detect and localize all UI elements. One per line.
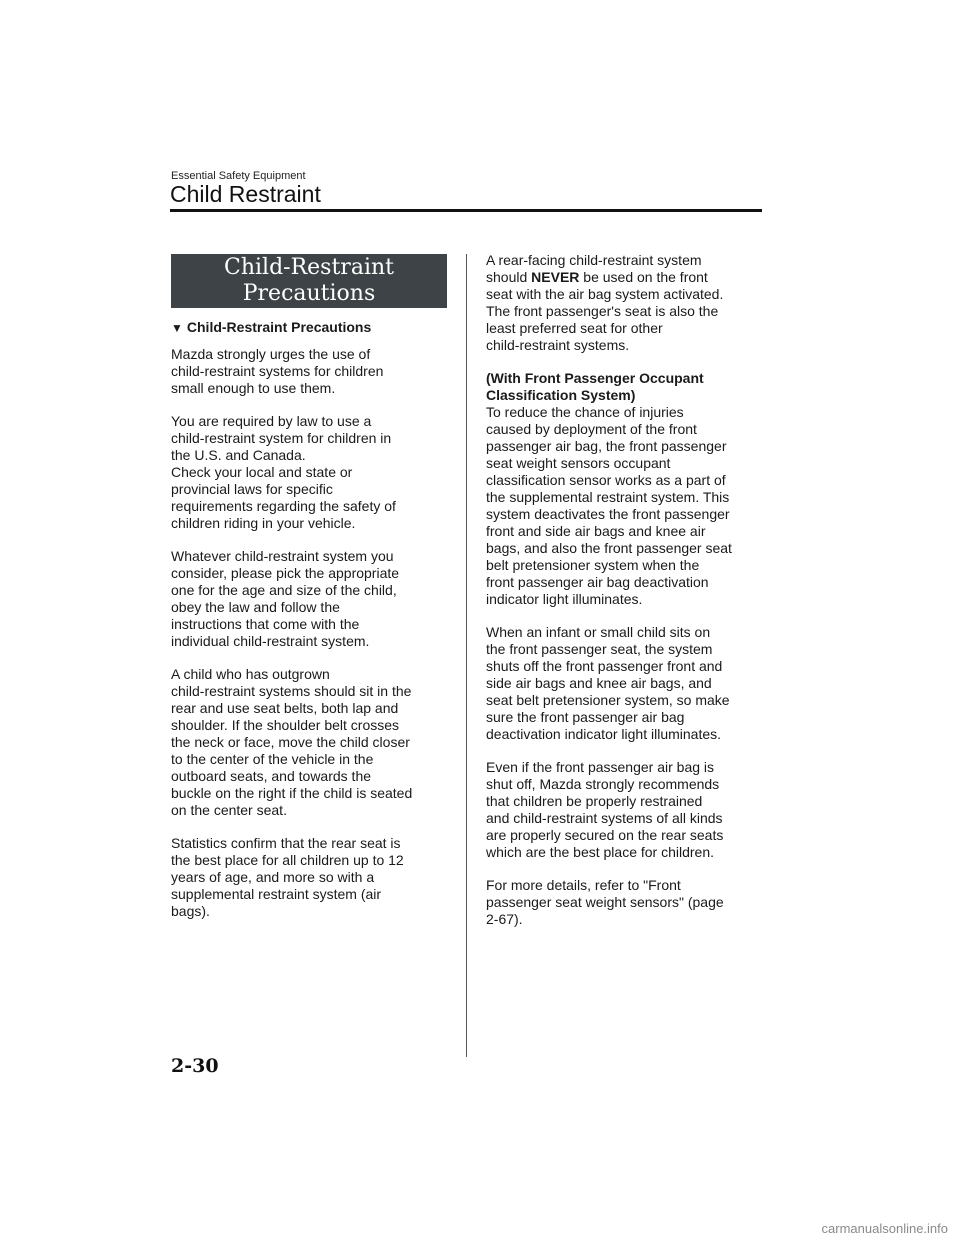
section-title-line-2: Precautions xyxy=(242,281,376,306)
subheading xyxy=(171,318,447,337)
paragraph-pick-appropriate: Whatever child-restraint system you consider, please pick the appropriate one for the age and size of the child, obey the law and follow the instructions that come with the individual child-restraint system. xyxy=(171,548,400,649)
paragraph-outgrown: A child who has outgrown child-restraint systems should sit in the rear and use seat belts, both lap and shoulder. If the shoulder belt crosses the neck or face, move the child closer to the center of the vehicle in the outboard seats, and towards the buckle on the right if the child is seated on the center seat. xyxy=(171,666,413,818)
section-title-line-1: Child-Restraint xyxy=(224,255,394,280)
paragraph-more-details: For more details, refer to "Front passenger seat weight sensors" (page 2-67). xyxy=(486,877,724,927)
paragraph-occupant-classification: (With Front Passenger Occupant Classification System) To reduce the chance of injuries caused by deployment of the front passenger air bag, the front passenger seat weight sensors occupant classification sensor works as a part of the supplemental restraint system. This system deactivates the front passenger front and side air bags and knee air bags, and also the front passenger seat belt pretensioner system when the front passenger air bag deactivation indicator light illuminates. xyxy=(486,370,732,607)
watermark: carmanualsonline.info xyxy=(821,1221,948,1236)
page-title: Child Restraint xyxy=(170,181,321,207)
never-emphasis: NEVER xyxy=(531,269,580,285)
paragraph-rear-facing: A rear-facing child-restraint system should NEVER be used on the front seat with the air bag system activated. The front passenger's seat is also the least preferred seat for other child-restraint systems. xyxy=(486,252,724,353)
column-divider xyxy=(466,254,467,1057)
left-column xyxy=(171,254,447,936)
paragraph-even-if-shut-off: Even if the front passenger air bag is shut off, Mazda strongly recommends that children be properly restrained and child-restraint systems of all kinds are properly secured on the rear seats which are the best place for children. xyxy=(486,759,724,860)
right-column xyxy=(486,252,762,944)
subheading-text: Child-Restraint Precautions xyxy=(186,319,372,335)
page-number: 2-30 xyxy=(171,1055,219,1077)
ocs-heading: (With Front Passenger Occupant Classification System) xyxy=(486,370,704,403)
paragraph-required-by-law: You are required by law to use a child-restraint system for children in the U.S. and Canada. Check your local and state or provincial laws for specific requirements regarding the safety of children riding in your vehicle. xyxy=(171,413,396,531)
paragraph-statistics: Statistics confirm that the rear seat is the best place for all children up to 12 years of age, and more so with a supplemental restraint system (air bags). xyxy=(171,835,404,919)
section-title-box xyxy=(171,254,447,308)
paragraph-infant-front-seat: When an infant or small child sits on the front passenger seat, the system shuts off the front passenger front and side air bags and knee air bags, and seat belt pretensioner system, so make sure the front passenger air bag deactivation indicator light illuminates. xyxy=(486,624,730,742)
header-rule xyxy=(170,209,762,212)
triangle-marker-icon: ▼ xyxy=(171,321,183,335)
paragraph-mazda-urges: Mazda strongly urges the use of child-restraint systems for children small enough to use them. xyxy=(171,346,384,396)
section-label: Essential Safety Equipment xyxy=(171,170,306,182)
